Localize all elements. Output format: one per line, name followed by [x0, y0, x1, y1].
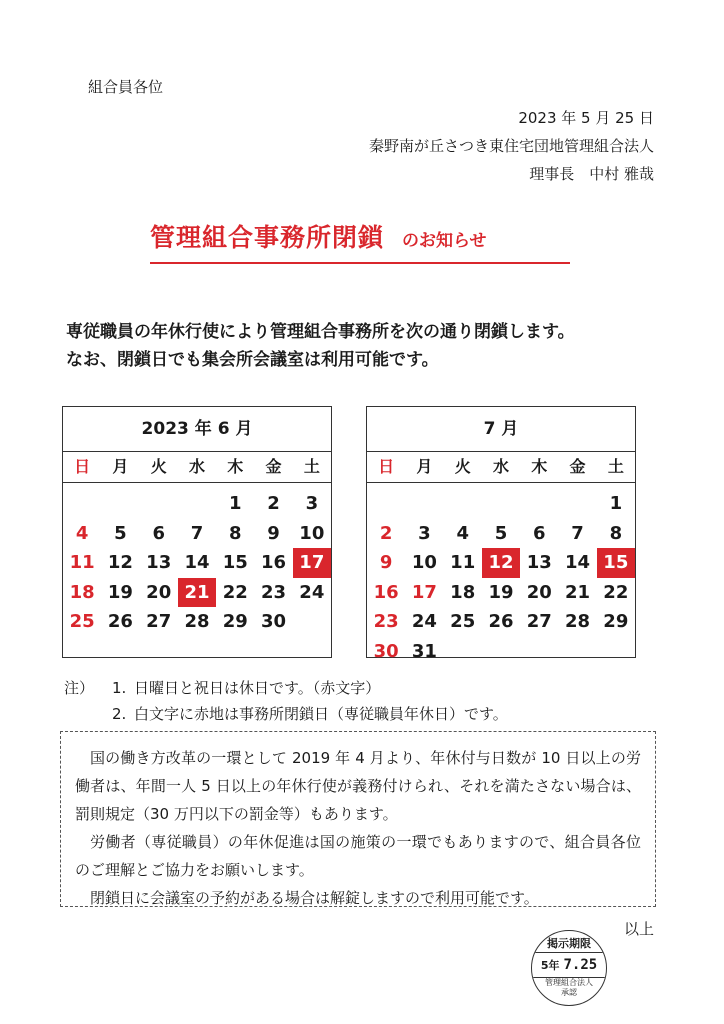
day-cell: 6 [152, 522, 165, 544]
sender-block [369, 104, 654, 188]
day-cell: 25 [69, 611, 95, 632]
day-cell: 29 [603, 611, 629, 632]
notes [64, 675, 508, 727]
day-cell: 23 [261, 581, 287, 603]
note-text: 白文字に赤地は事務所閉鎖日（専従職員年休日）です。 [134, 705, 508, 723]
posting-deadline-stamp [531, 930, 607, 1006]
day-cell: 1 [229, 493, 242, 514]
day-cell: 30 [373, 640, 399, 662]
weekday-label: 水 [188, 457, 205, 476]
weekday-label: 月 [112, 457, 129, 476]
weekday-label: 金 [569, 457, 586, 476]
day-cell: 24 [299, 581, 325, 603]
closing-word: 以上 [623, 920, 654, 938]
day-cell: 20 [146, 581, 172, 603]
day-cell: 7 [190, 522, 204, 544]
weekday-label: 木 [531, 457, 548, 476]
day-cell: 16 [261, 552, 287, 573]
day-cell: 10 [411, 552, 437, 573]
day-cell: 5 [494, 522, 508, 544]
stamp-footer-line-1: 管理組合法人 [545, 978, 593, 987]
weekday-label: 土 [607, 457, 624, 476]
day-cell: 25 [450, 611, 476, 632]
day-cell: 14 [184, 552, 210, 573]
day-cell: 26 [488, 611, 514, 632]
note-item-1 [64, 675, 508, 701]
explanation-paragraph-3: 閉鎖日に会議室の予約がある場合は解錠しますので利用可能です。 [90, 889, 539, 907]
explanation-paragraph-1: 国の働き方改革の一環として 2019 年 4 月より、年休付与日数が 10 日以上の労働者は、年間一人 5 日以上の年休行使が義務付けられ、それを満たさない場合は、罰則規定（30 万円以下の罰金等）もあります。 [75, 749, 641, 823]
weekday-label: 水 [492, 457, 509, 476]
calendar-month-heading: 2023 年 6 月 [63, 407, 331, 452]
day-cell: 28 [565, 611, 591, 632]
day-cell: 26 [107, 611, 133, 632]
calendar-week-row [367, 637, 635, 667]
calendar-week-row [63, 489, 331, 519]
day-cell: 9 [379, 552, 393, 573]
day-cell: 20 [526, 581, 552, 603]
day-cell [558, 489, 596, 519]
calendar-week-row [367, 489, 635, 519]
note-text: 日曜日と祝日は休日です。（赤文字） [134, 679, 381, 697]
weekday-header-row [63, 452, 331, 483]
closed-day-cell: 21 [178, 578, 216, 608]
weekday-label: 金 [265, 457, 282, 476]
day-cell: 27 [526, 611, 552, 632]
day-cell: 3 [418, 522, 431, 544]
note-item-2 [64, 701, 508, 727]
day-cell: 18 [69, 581, 95, 603]
title-main: 管理組合事務所閉鎖 [150, 223, 385, 252]
weekday-label: 火 [454, 457, 471, 476]
day-cell [558, 637, 596, 667]
day-cell [597, 637, 635, 667]
day-cell: 2 [267, 493, 280, 514]
calendar-week-row [367, 578, 635, 608]
day-cell: 14 [565, 552, 591, 573]
day-cell: 4 [75, 522, 89, 544]
day-cell: 13 [146, 552, 172, 573]
calendar-week-row [367, 519, 635, 549]
day-cell [140, 489, 178, 519]
stamp-date-band [532, 952, 606, 978]
day-cell: 8 [229, 522, 242, 544]
day-cell: 8 [609, 522, 623, 544]
weekday-header-row [367, 452, 635, 483]
issue-date: 2023 年 5 月 25 日 [518, 109, 654, 127]
day-cell [367, 489, 405, 519]
calendar-july [366, 406, 636, 662]
stamp-date: 7.25 [563, 957, 598, 973]
day-cell [520, 489, 558, 519]
day-cell: 29 [222, 611, 248, 632]
day-cell: 16 [373, 581, 399, 603]
calendar-week-row [63, 548, 331, 578]
calendar-week-row [63, 519, 331, 549]
day-cell: 6 [533, 522, 546, 544]
day-cell: 21 [565, 581, 591, 603]
stamp-title: 掲示期限 [547, 937, 591, 950]
notes-label: 注） [64, 679, 95, 697]
day-cell [482, 637, 520, 667]
calendar-week-row [367, 607, 635, 637]
addressee: 組合員各位 [88, 78, 164, 96]
note-number: 1. [112, 679, 127, 697]
title-sub: のお知らせ [402, 231, 487, 251]
weekday-label: 日 [74, 457, 91, 476]
explanation-paragraph-2: 労働者（専従職員）の年休促進は国の施策の一環でもありますので、組合員各位のご理解とご協力をお願いします。 [75, 833, 641, 879]
weekday-label: 木 [227, 457, 244, 476]
lead-line-1: 専従職員の年休行使により管理組合事務所を次の通り閉鎖します。 [66, 322, 575, 342]
day-cell: 22 [603, 581, 629, 603]
day-cell: 17 [411, 581, 437, 603]
weekday-label: 土 [303, 457, 320, 476]
day-cell [293, 607, 331, 637]
day-cell: 27 [146, 611, 172, 632]
day-cell [520, 637, 558, 667]
closed-day-cell: 15 [597, 548, 635, 578]
day-cell: 19 [488, 581, 514, 603]
day-cell: 15 [222, 552, 248, 573]
organization-name: 秦野南が丘さつき東住宅団地管理組合法人 [368, 137, 654, 155]
day-cell: 24 [411, 611, 437, 632]
day-cell [178, 489, 216, 519]
day-cell: 30 [261, 611, 287, 632]
calendar-week-row [63, 578, 331, 608]
day-cell: 31 [411, 640, 437, 662]
day-cell [444, 637, 482, 667]
calendar-month-heading: 7 月 [367, 407, 635, 452]
day-cell: 13 [526, 552, 552, 573]
calendar-week-row [367, 548, 635, 578]
day-cell: 5 [114, 522, 127, 544]
day-cell: 19 [107, 581, 133, 603]
lead-line-2: なお、閉鎖日でも集会所会議室は利用可能です。 [66, 350, 439, 370]
day-cell [63, 489, 101, 519]
chairman-name: 理事長 中村 雅哉 [529, 165, 654, 183]
day-cell [405, 489, 443, 519]
closed-day-cell: 12 [482, 548, 520, 578]
closed-day-cell: 17 [293, 548, 331, 578]
note-number: 2. [112, 705, 127, 723]
weekday-label: 火 [150, 457, 167, 476]
day-cell: 11 [450, 552, 476, 573]
day-cell: 23 [373, 611, 399, 632]
weekday-label: 日 [378, 457, 395, 476]
calendar-week-row [63, 607, 331, 637]
day-cell: 10 [299, 522, 325, 544]
day-cell: 3 [305, 493, 319, 514]
explanation-box [60, 731, 656, 907]
calendar-june [62, 406, 332, 658]
day-cell [482, 489, 520, 519]
stamp-era: 5年 [540, 959, 560, 972]
day-cell [101, 489, 139, 519]
lead-text [66, 318, 575, 374]
day-cell: 22 [222, 581, 248, 603]
day-cell: 2 [379, 522, 393, 544]
day-cell: 9 [267, 522, 280, 544]
weekday-label: 月 [416, 457, 433, 476]
stamp-footer-line-2: 承認 [561, 988, 577, 997]
day-cell [444, 489, 482, 519]
day-cell: 28 [184, 611, 210, 632]
stamp-footer [532, 978, 606, 998]
day-cell: 18 [450, 581, 476, 603]
day-cell: 1 [609, 493, 623, 514]
day-cell: 12 [107, 552, 133, 573]
day-cell: 4 [456, 522, 469, 544]
day-cell: 11 [69, 552, 95, 573]
day-cell: 7 [571, 522, 584, 544]
notice-title [150, 218, 570, 264]
